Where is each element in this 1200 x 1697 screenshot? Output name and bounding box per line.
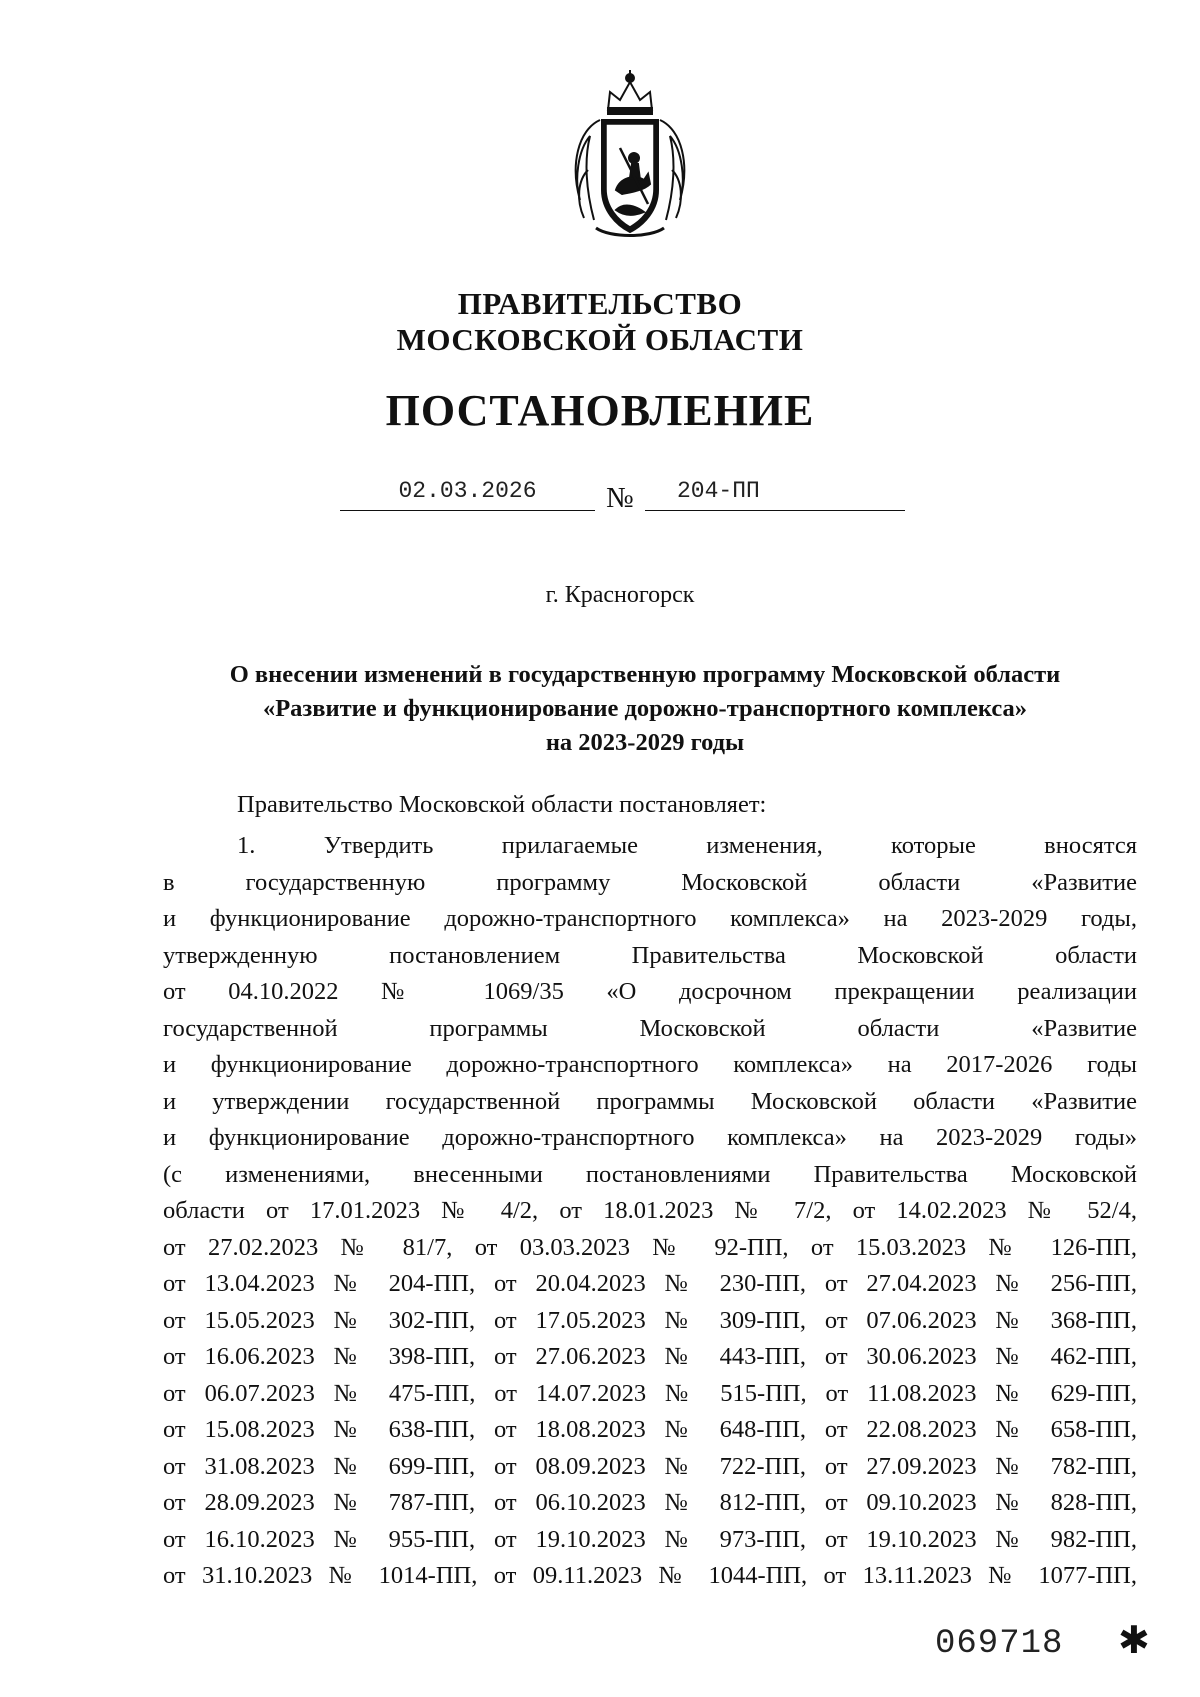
body-line: от 28.09.2023 № 787-ПП, от 06.10.2023 № 812-ПП, от 09.10.2023 № 828-ПП, <box>163 1489 1137 1516</box>
document-type-title: ПОСТАНОВЛЕНИЕ <box>385 386 815 435</box>
body-line: 1. Утвердить прилагаемые изменения, которые вносятся <box>237 832 1137 859</box>
body-line: от 31.08.2023 № 699-ПП, от 08.09.2023 № 722-ПП, от 27.09.2023 № 782-ПП, <box>163 1452 1137 1480</box>
organization-title-line-1: ПРАВИТЕЛЬСТВО <box>457 286 743 321</box>
form-serial-number: 069718 <box>935 1625 1064 1663</box>
subject-line-3: на 2023-2029 годы <box>545 729 745 756</box>
document-number: 204-ПП <box>677 478 760 504</box>
body-line: и утверждении государственной программы Московской области «Развитие <box>163 1087 1137 1115</box>
body-line: от 16.10.2023 № 955-ПП, от 19.10.2023 № 973-ПП, от 19.10.2023 № 982-ПП, <box>163 1525 1137 1553</box>
body-line: от 13.04.2023 № 204-ПП, от 20.04.2023 № 230-ПП, от 27.04.2023 № 256-ПП, <box>163 1270 1137 1297</box>
body-line: от 04.10.2022 № 1069/35 «О досрочном прекращении реализации <box>163 978 1137 1005</box>
organization-title-line-2: МОСКОВСКОЙ ОБЛАСТИ <box>396 322 804 357</box>
body-line: от 15.08.2023 № 638-ПП, от 18.08.2023 № 648-ПП, от 22.08.2023 № 658-ПП, <box>163 1416 1137 1443</box>
document-subject <box>150 658 1140 760</box>
body-line: от 15.05.2023 № 302-ПП, от 17.05.2023 № 309-ПП, от 07.06.2023 № 368-ПП, <box>163 1306 1137 1334</box>
serial-mark-icon: ✱ <box>1118 1618 1150 1662</box>
body-line: (с изменениями, внесенными постановлениями Правительства Московской <box>163 1160 1137 1188</box>
body-line: в государственную программу Московской области «Развитие <box>163 868 1137 896</box>
body-line: от 27.02.2023 № 81/7, от 03.03.2023 № 92-ПП, от 15.03.2023 № 126-ПП, <box>163 1233 1137 1261</box>
subject-line-1: О внесении изменений в государственную программу Московской области <box>229 661 1061 688</box>
preamble: Правительство Московской области постановляет: <box>237 791 767 818</box>
body-line: области от 17.01.2023 № 4/2, от 18.01.2023 № 7/2, от 14.02.2023 № 52/4, <box>163 1197 1137 1224</box>
body-line: утвержденную постановлением Правительства Московской области <box>163 941 1137 969</box>
coat-of-arms-icon <box>560 70 700 245</box>
body-line: и функционирование дорожно-транспортного комплекса» на 2017-2026 годы <box>163 1051 1137 1078</box>
number-sign: № <box>606 482 634 514</box>
date-field <box>340 470 595 511</box>
body-line: государственной программы Московской области «Развитие <box>163 1014 1137 1042</box>
body-text <box>163 828 1137 1595</box>
document-date: 02.03.2026 <box>398 478 537 504</box>
number-field <box>645 470 905 511</box>
body-line: и функционирование дорожно-транспортного комплекса» на 2023-2029 годы» <box>163 1124 1137 1151</box>
body-line: от 06.07.2023 № 475-ПП, от 14.07.2023 № 515-ПП, от 11.08.2023 № 629-ПП, <box>163 1379 1137 1407</box>
body-line: от 16.06.2023 № 398-ПП, от 27.06.2023 № 443-ПП, от 30.06.2023 № 462-ПП, <box>163 1343 1137 1370</box>
city-line: г. Красногорск <box>545 582 695 608</box>
body-line: и функционирование дорожно-транспортного комплекса» на 2023-2029 годы, <box>163 905 1137 932</box>
body-line: от 31.10.2023 № 1014-ПП, от 09.11.2023 № 1044-ПП, от 13.11.2023 № 1077-ПП, <box>163 1562 1137 1589</box>
subject-line-2: «Развитие и функционирование дорожно-транспортного комплекса» <box>262 695 1028 722</box>
